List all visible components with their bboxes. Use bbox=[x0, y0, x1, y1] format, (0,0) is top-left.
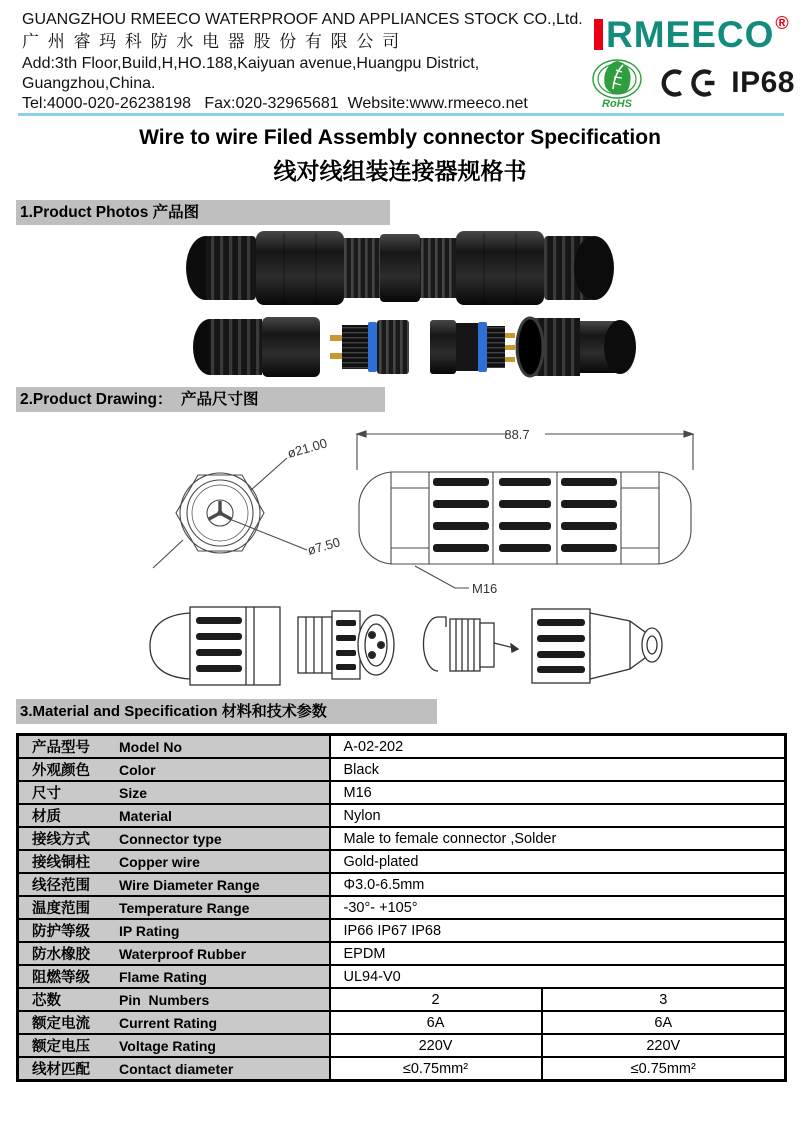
row-value-cell: EPDM bbox=[330, 942, 786, 965]
label-cn: 额定电压 bbox=[32, 1039, 90, 1055]
row-label-cell bbox=[18, 827, 330, 850]
table-row bbox=[18, 735, 786, 759]
disassembled-parts-photo bbox=[193, 317, 636, 377]
label-en: Copper wire bbox=[119, 854, 200, 870]
side-view-drawing bbox=[357, 431, 693, 588]
company-name-en: GUANGZHOU RMEECO WATERPROOF AND APPLIANCES STOCK CO.,Ltd. bbox=[22, 11, 583, 28]
row-value-cell: A-02-202 bbox=[330, 735, 786, 759]
label-en: Pin Numbers bbox=[119, 992, 210, 1008]
table-row bbox=[18, 781, 786, 804]
row-label-cell bbox=[18, 942, 330, 965]
contact-line: Tel:4000-020-26238198 Fax:020-32965681 Website:www.rmeeco.net bbox=[22, 95, 528, 112]
label-en: Material bbox=[119, 808, 172, 824]
exploded-view-drawing bbox=[128, 593, 692, 699]
label-en: Flame Rating bbox=[119, 969, 207, 985]
row-value-cell-b: ≤0.75mm² bbox=[542, 1057, 786, 1081]
section-heading-specification: 3.Material and Specification 材料和技术参数 bbox=[16, 699, 437, 724]
row-label-cell bbox=[18, 735, 330, 759]
section-heading-product-drawing: 2.Product Drawing： 产品尺寸图 bbox=[16, 387, 385, 412]
row-value-cell: IP66 IP67 IP68 bbox=[330, 919, 786, 942]
row-label-cell bbox=[18, 988, 330, 1011]
row-label-cell bbox=[18, 758, 330, 781]
label-cn: 防水橡胶 bbox=[32, 947, 90, 963]
rmeeco-logo bbox=[594, 13, 789, 55]
table-row bbox=[18, 873, 786, 896]
assembled-connector-photo bbox=[186, 231, 614, 305]
row-label-cell bbox=[18, 873, 330, 896]
inner-diameter-label: ø7.50 bbox=[305, 534, 342, 558]
product-photo-illustration bbox=[148, 227, 652, 387]
row-value-cell-a: 6A bbox=[330, 1011, 542, 1034]
length-dimension-label: 88.7 bbox=[504, 427, 530, 442]
label-cn: 接线铜柱 bbox=[32, 855, 90, 871]
row-value-cell: Male to female connector ,Solder bbox=[330, 827, 786, 850]
label-cn: 额定电流 bbox=[32, 1016, 90, 1032]
certification-marks bbox=[590, 56, 795, 110]
table-row bbox=[18, 896, 786, 919]
row-label-cell bbox=[18, 965, 330, 988]
label-en: Current Rating bbox=[119, 1015, 217, 1031]
rohs-leaf-icon bbox=[590, 56, 644, 110]
label-en: Color bbox=[119, 762, 156, 778]
table-row bbox=[18, 804, 786, 827]
row-label-cell bbox=[18, 1011, 330, 1034]
label-en: Model No bbox=[119, 739, 182, 755]
label-en: Size bbox=[119, 785, 148, 801]
rohs-label: RoHS bbox=[602, 98, 632, 110]
front-view-drawing bbox=[153, 458, 307, 568]
table-row bbox=[18, 919, 786, 942]
table-row bbox=[18, 1034, 786, 1057]
label-cn: 尺寸 bbox=[32, 786, 61, 802]
dimension-drawing bbox=[55, 418, 755, 598]
label-cn: 防护等级 bbox=[32, 924, 90, 940]
address-line-2: Guangzhou,China. bbox=[22, 75, 156, 92]
ip68-rating: IP68 bbox=[731, 66, 795, 99]
spec-table bbox=[16, 733, 787, 1082]
row-label-cell bbox=[18, 804, 330, 827]
header-divider bbox=[18, 113, 784, 116]
label-cn: 温度范围 bbox=[32, 901, 90, 917]
table-row bbox=[18, 827, 786, 850]
row-value-cell: Nylon bbox=[330, 804, 786, 827]
table-row bbox=[18, 1057, 786, 1081]
row-label-cell bbox=[18, 919, 330, 942]
table-row bbox=[18, 965, 786, 988]
ce-mark-icon bbox=[657, 68, 718, 98]
label-cn: 芯数 bbox=[32, 993, 61, 1009]
row-value-cell-b: 220V bbox=[542, 1034, 786, 1057]
label-en: Contact diameter bbox=[119, 1061, 234, 1077]
row-label-cell bbox=[18, 850, 330, 873]
label-en: Connector type bbox=[119, 831, 222, 847]
section-heading-product-photos: 1.Product Photos 产品图 bbox=[16, 200, 390, 225]
table-row bbox=[18, 942, 786, 965]
row-value-cell: Black bbox=[330, 758, 786, 781]
label-cn: 外观颜色 bbox=[32, 763, 90, 779]
label-en: Voltage Rating bbox=[119, 1038, 216, 1054]
row-value-cell-a: 2 bbox=[330, 988, 542, 1011]
row-value-cell-b: 3 bbox=[542, 988, 786, 1011]
label-cn: 线材匹配 bbox=[32, 1062, 90, 1078]
row-label-cell bbox=[18, 896, 330, 919]
address-line-1: Add:3th Floor,Build,H,HO.188,Kaiyuan avenue,Huangpu District, bbox=[22, 55, 480, 72]
document-title-cn: 线对线组装连接器规格书 bbox=[273, 158, 527, 184]
document-title-en: Wire to wire Filed Assembly connector Specification bbox=[139, 126, 661, 149]
label-cn: 材质 bbox=[32, 809, 61, 825]
table-row bbox=[18, 850, 786, 873]
label-cn: 接线方式 bbox=[32, 832, 90, 848]
row-label-cell bbox=[18, 1057, 330, 1081]
label-cn: 阻燃等级 bbox=[32, 970, 90, 986]
table-row bbox=[18, 1011, 786, 1034]
row-value-cell-a: 220V bbox=[330, 1034, 542, 1057]
label-en: Wire Diameter Range bbox=[119, 877, 260, 893]
row-value-cell: UL94-V0 bbox=[330, 965, 786, 988]
thread-size-label: M16 bbox=[472, 581, 498, 596]
label-cn: 产品型号 bbox=[32, 740, 90, 756]
logo-text: RMEECO bbox=[606, 14, 775, 55]
registered-trademark-icon: ® bbox=[775, 13, 789, 33]
row-label-cell bbox=[18, 1034, 330, 1057]
company-header bbox=[22, 9, 583, 114]
company-name-cn: 广 州 睿 玛 科 防 水 电 器 股 份 有 限 公 司 bbox=[22, 32, 402, 51]
logo-red-bar-icon bbox=[594, 19, 603, 50]
row-value-cell-b: 6A bbox=[542, 1011, 786, 1034]
label-cn: 线径范围 bbox=[32, 878, 90, 894]
table-row bbox=[18, 758, 786, 781]
label-en: Temperature Range bbox=[119, 900, 250, 916]
row-value-cell-a: ≤0.75mm² bbox=[330, 1057, 542, 1081]
label-en: Waterproof Rubber bbox=[119, 946, 247, 962]
table-row bbox=[18, 988, 786, 1011]
row-label-cell bbox=[18, 781, 330, 804]
row-value-cell: Φ3.0-6.5mm bbox=[330, 873, 786, 896]
label-en: IP Rating bbox=[119, 923, 180, 939]
row-value-cell: M16 bbox=[330, 781, 786, 804]
row-value-cell: -30°- +105° bbox=[330, 896, 786, 919]
outer-diameter-label: ø21.00 bbox=[285, 435, 329, 461]
row-value-cell: Gold-plated bbox=[330, 850, 786, 873]
